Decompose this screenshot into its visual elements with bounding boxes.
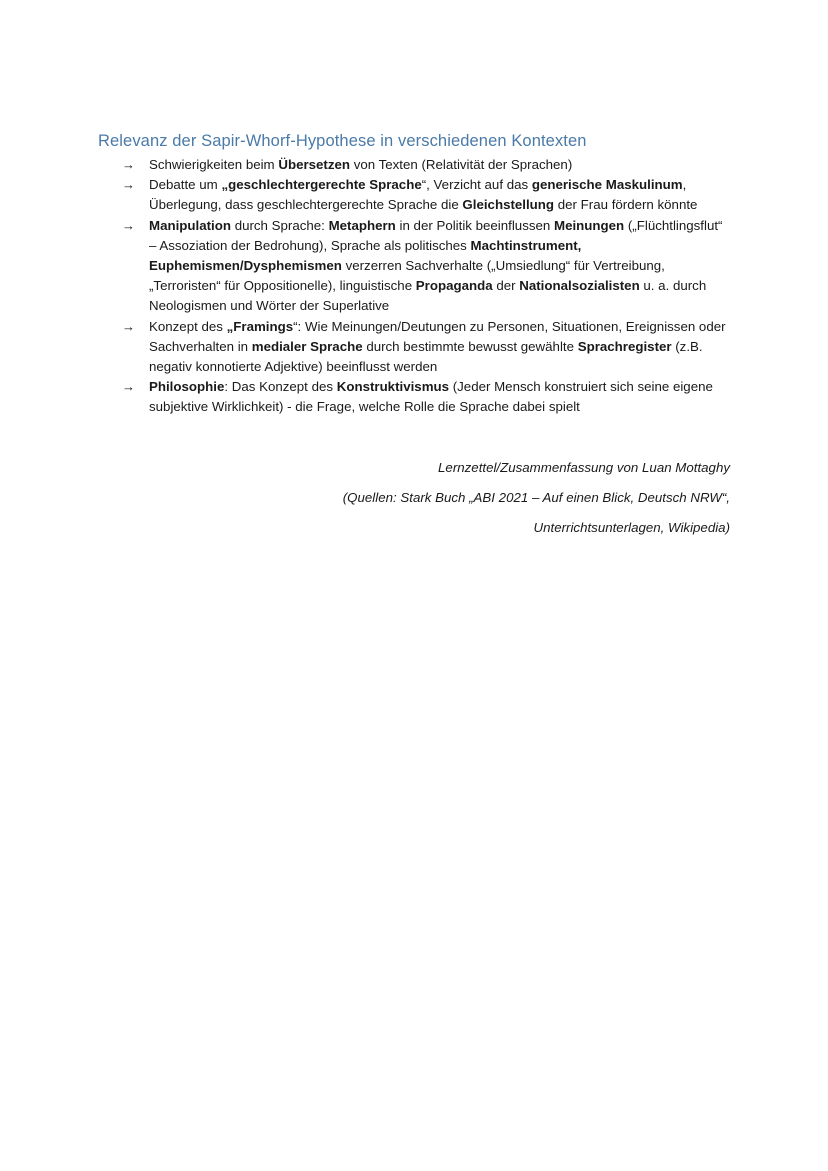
credits-block: [230, 458, 730, 548]
bold-term: generische Maskulinum: [531, 177, 683, 193]
bold-term: medialer Sprache: [251, 338, 363, 354]
bold-term: Propaganda: [415, 278, 493, 294]
arrow-icon: →: [122, 177, 135, 193]
text-run: in der Politik beeinflussen: [395, 217, 554, 233]
arrow-icon: →: [122, 379, 135, 395]
text-run: “, Verzicht auf das: [421, 177, 532, 193]
list-item: [122, 155, 732, 175]
sources-line-1: (Quellen: Stark Buch „ABI 2021 – Auf einen Blick, Deutsch NRW“,: [342, 490, 730, 505]
author-line: Lernzettel/Zusammenfassung von Luan Mottaghy: [438, 460, 730, 475]
list-item-text: [149, 157, 572, 172]
text-run: durch Sprache:: [231, 217, 329, 233]
text-run: Debatte um: [149, 177, 222, 193]
bold-term: Nationalsozialisten: [519, 278, 640, 294]
list-item-text: [149, 177, 697, 212]
bold-term: Machtinstrument, Euphemismen/Dysphemismen: [149, 237, 582, 274]
bold-term: Gleichstellung: [462, 197, 555, 213]
text-run: Schwierigkeiten beim: [149, 157, 279, 172]
text-run: („Flüchtlingsflut“ – Assoziation der Bedrohung), Sprache als politisches: [149, 217, 723, 253]
bullet-list: [122, 155, 732, 418]
text-run: von Texten (Relativität der Sprachen): [350, 157, 573, 172]
text-run: der: [492, 278, 520, 294]
text-run: : Das Konzept des: [224, 379, 337, 395]
bold-term: „geschlechtergerechte Sprache: [221, 177, 422, 193]
sources-line-2: Unterrichtsunterlagen, Wikipedia): [533, 520, 730, 535]
list-item: [122, 175, 732, 215]
text-run: durch bestimmte bewusst gewählte: [362, 338, 578, 354]
arrow-icon: →: [122, 318, 135, 334]
bold-term: Philosophie: [149, 379, 225, 395]
bold-term: Konstruktivismus: [336, 379, 450, 395]
text-run: “: Wie Meinungen/Deutungen zu Personen, Situationen, Ereignissen oder Sachverhalten in: [149, 318, 726, 354]
bold-term: Manipulation: [149, 217, 231, 233]
text-run: verzerren Sachverhalte („Umsiedlung“ für Vertreibung, „Terroristen“ für Oppositionelle), linguistische: [149, 258, 665, 294]
text-run: (z.B. negativ konnotierte Adjektive) beeinflusst werden: [149, 338, 703, 375]
text-run: , Überlegung, dass geschlechtergerechte Sprache die: [149, 177, 687, 213]
text-run: (Jeder Mensch konstruiert sich seine eigene subjektive Wirklichkeit) - die Frage, welche Rolle die Sprache dabei spielt: [149, 379, 713, 415]
text-run: u. a. durch Neologismen und Wörter der Superlative: [149, 278, 707, 314]
bold-term: „Framings: [226, 318, 294, 334]
list-item-text: [149, 379, 713, 414]
bold-term: Sprachregister: [577, 338, 672, 354]
list-item: [122, 216, 732, 317]
text-run: der Frau fördern könnte: [554, 197, 698, 213]
list-item: [122, 377, 732, 417]
list-item-text: [149, 319, 726, 374]
section-heading: Relevanz der Sapir-Whorf-Hypothese in verschiedenen Kontexten: [98, 132, 587, 150]
list-item: [122, 317, 732, 378]
arrow-icon: →: [122, 157, 135, 172]
arrow-icon: →: [122, 217, 135, 233]
bold-term: Übersetzen: [278, 157, 351, 172]
bold-term: Metaphern: [328, 217, 396, 233]
list-item-text: [149, 218, 722, 314]
text-run: Konzept des: [149, 318, 227, 334]
bold-term: Meinungen: [554, 217, 625, 233]
